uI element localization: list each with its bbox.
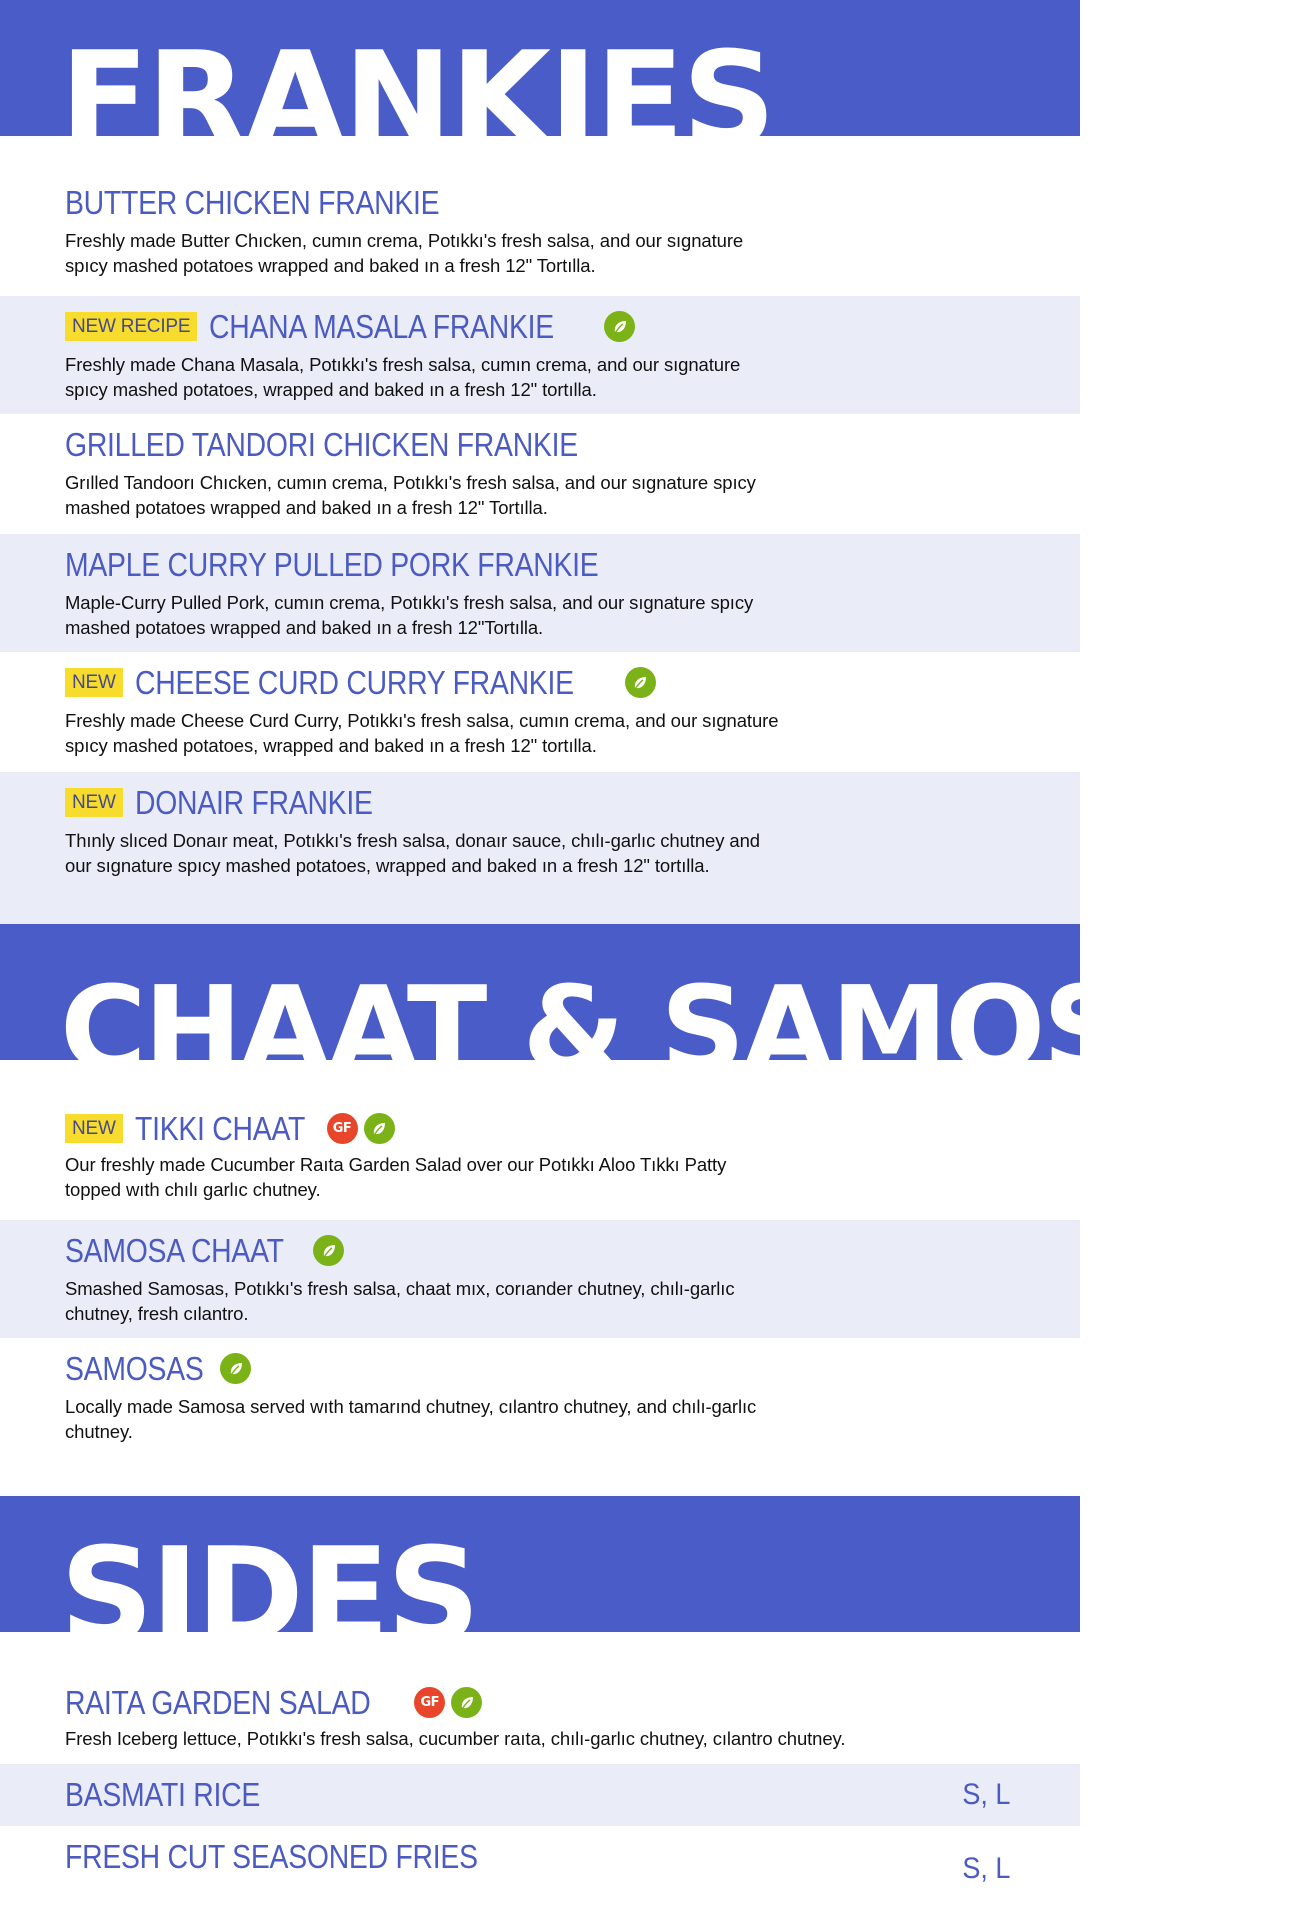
veg-leaf-icon [451,1687,482,1718]
item-name: BASMATI RICE [65,1776,261,1813]
item-name: SAMOSA CHAAT [65,1232,284,1269]
frankies-title: FRANKIES [60,23,774,175]
item-description: Thınly slıced Donaır meat, Potıkkı's fresh salsa, donaır sauce, chılı-garlıc chutney and our sıgnature spıcy mashed potatoes, wrapped and baked ın a fresh 12" tortılla. [65,830,760,876]
veg-leaf-icon [625,667,656,698]
item-name: SAMOSAS [65,1350,204,1387]
item-name: DONAIR FRANKIE [134,784,373,821]
item-description: Freshly made Chana Masala, Potıkkı's fresh salsa, cumın crema, and our sıgnature spıcy mashed potatoes, wrapped and baked ın a fresh 12" tortılla. [65,354,741,400]
chaat-samosas-title: CHAAT & SAMOSAS [60,960,1295,1098]
veg-leaf-icon [604,311,635,342]
item-name: CHEESE CURD CURRY FRANKIE [134,664,574,701]
menu-item-chana-masala-frankie [0,296,1080,414]
item-description: Fresh Iceberg lettuce, Potıkkı's fresh salsa, cucumber raıta, chılı-garlıc chutney, cılantro chutney. [65,1728,846,1749]
veg-leaf-icon [220,1353,251,1384]
gluten-free-icon: GF [414,1687,445,1718]
menu-item-butter-chicken-frankie [0,172,1080,296]
item-description: Freshly made Butter Chıcken, cumın crema, Potıkkı's fresh salsa, and our sıgnature spıcy mashed potatoes wrapped and baked ın a fresh 12" Tortılla. [65,230,744,276]
sides-header [0,1496,1080,1671]
menu-item-samosas [0,1338,1080,1496]
veg-leaf-icon [364,1113,395,1144]
item-description: Our freshly made Cucumber Raıta Garden Salad over our Potıkkı Aloo Tıkkı Patty topped wıth chılı garlıc chutney. [65,1154,727,1200]
item-name: GRILLED TANDORI CHICKEN FRANKIE [65,426,578,463]
menu-item-fresh-cut-seasoned-fries [0,1826,1080,1920]
new-badge: NEW [65,668,123,698]
menu-item-cheese-curd-curry-frankie [0,652,1080,772]
item-description: Grılled Tandoorı Chıcken, cumın crema, Potıkkı's fresh salsa, and our sıgnature spıcy mashed potatoes wrapped and baked ın a fresh 12" Tortılla. [65,472,756,518]
chaat-samosas-header [0,924,1295,1098]
item-name: CHANA MASALA FRANKIE [209,308,555,345]
new-badge: NEW [65,788,123,818]
item-name: TIKKI CHAAT [134,1110,305,1147]
gluten-free-icon: GF [327,1113,358,1144]
menu-item-maple-curry-pulled-pork-frankie [0,534,1080,652]
item-name: MAPLE CURRY PULLED PORK FRANKIE [65,546,599,583]
frankies-header [0,0,1080,175]
sides-title: SIDES [60,1519,478,1671]
menu-item-tikki-chaat [0,1060,1080,1220]
menu-item-grilled-tandori-chicken-frankie [0,414,1080,534]
size-options: S, L [961,1852,1010,1885]
menu-item-basmati-rice [0,1764,1080,1826]
item-name: BUTTER CHICKEN FRANKIE [65,184,440,221]
size-options: S, L [961,1778,1010,1811]
item-name: RAITA GARDEN SALAD [65,1684,371,1721]
menu-item-raita-garden-salad [0,1632,1080,1764]
new-badge: NEW [65,1114,123,1144]
item-description: Smashed Samosas, Potıkkı's fresh salsa, chaat mıx, corıander chutney, chılı-garlıc chutney, fresh cılantro. [65,1278,735,1324]
menu-item-donair-frankie [0,772,1080,924]
item-description: Maple-Curry Pulled Pork, cumın crema, Potıkkı's fresh salsa, and our sıgnature spıcy mashed potatoes wrapped and baked ın a fresh 12"Tortılla. [65,592,754,638]
item-description: Freshly made Cheese Curd Curry, Potıkkı's fresh salsa, cumın crema, and our sıgnature spıcy mashed potatoes, wrapped and baked ın a fresh 12" tortılla. [65,710,779,756]
new-recipe-badge: NEW RECIPE [65,312,197,342]
veg-leaf-icon [313,1235,344,1266]
item-name: FRESH CUT SEASONED FRIES [65,1838,478,1875]
menu-item-samosa-chaat [0,1220,1080,1338]
item-description: Locally made Samosa served wıth tamarınd chutney, cılantro chutney, and chılı-garlıc chutney. [65,1396,757,1442]
